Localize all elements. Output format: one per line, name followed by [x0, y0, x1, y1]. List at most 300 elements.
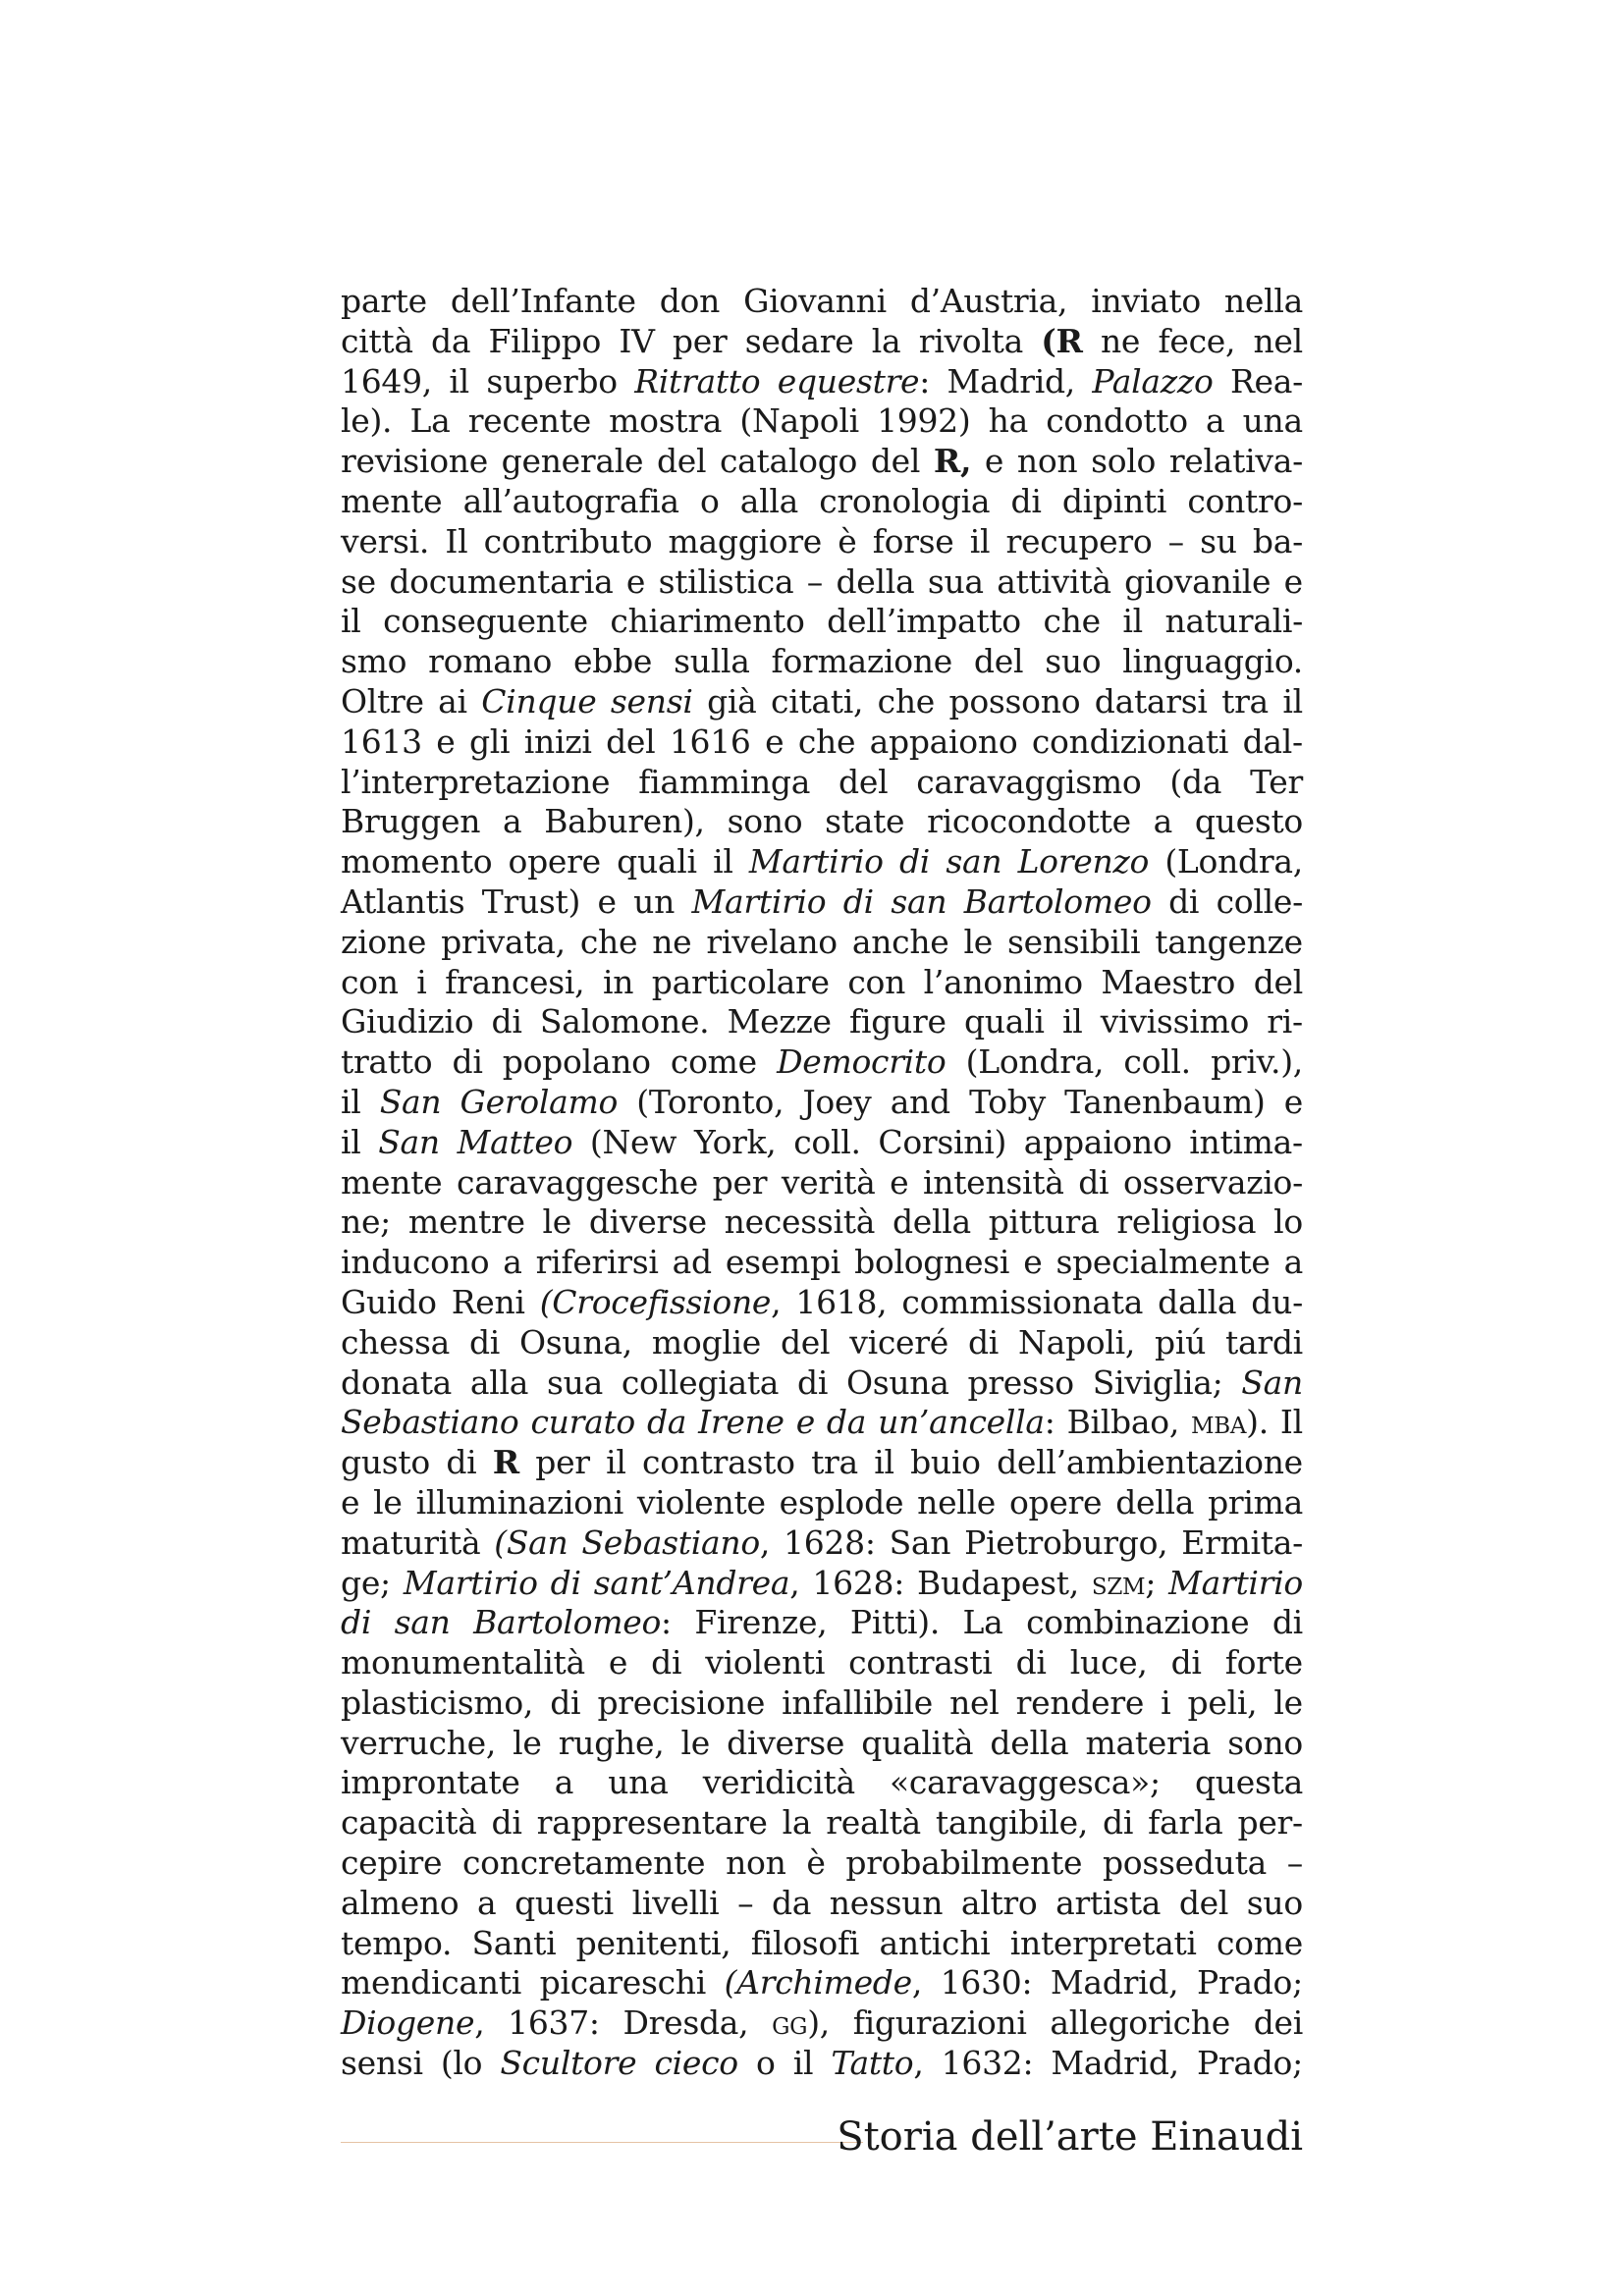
word-group — [825, 802, 904, 842]
word-group — [452, 1283, 525, 1323]
word-group — [341, 401, 392, 442]
word: le). — [341, 401, 393, 441]
word: livelli — [631, 1883, 720, 1922]
word: sedare — [744, 321, 854, 360]
word: di — [842, 881, 874, 921]
word-group — [460, 1083, 619, 1123]
word: ricocondotte — [927, 802, 1131, 841]
word-group — [493, 1443, 519, 1483]
word-group — [720, 442, 857, 482]
word-group — [924, 963, 1083, 1003]
word-group — [961, 1884, 1038, 1924]
word: bolognesi — [854, 1243, 1010, 1282]
word-group — [341, 1924, 452, 1964]
word: Scultore — [500, 2044, 637, 2083]
word: nelle — [917, 1482, 997, 1522]
word: Corsini) — [878, 1122, 1007, 1161]
word-group — [457, 1163, 698, 1203]
word-group — [341, 1042, 432, 1083]
word: e — [625, 561, 646, 601]
word-group — [772, 2003, 830, 2044]
word-group — [861, 1724, 973, 1764]
word-group — [1010, 1924, 1197, 1964]
word-group — [725, 1963, 922, 2003]
word-group — [473, 1603, 672, 1643]
text-line — [341, 1523, 1303, 1564]
text-line — [341, 1963, 1303, 2003]
word: Martirio — [1168, 1563, 1303, 1602]
word: l’interpretazione — [341, 762, 611, 801]
word: rivelano — [706, 922, 838, 961]
word: in — [602, 962, 634, 1001]
word: una — [1242, 401, 1303, 441]
word: le — [680, 1723, 711, 1762]
word-group — [795, 1283, 887, 1323]
word: ri- — [1267, 1002, 1303, 1041]
word-group — [581, 1523, 770, 1564]
word-group — [378, 1123, 440, 1163]
word: e — [608, 1643, 628, 1682]
word-group — [890, 1523, 951, 1564]
word: privata, — [441, 922, 566, 961]
text-line — [341, 1283, 1303, 1323]
word: moglie — [651, 1322, 762, 1362]
word-group — [492, 1002, 522, 1042]
word: dell’Infante — [450, 282, 636, 320]
word-group — [1282, 682, 1303, 722]
word: 1613 — [341, 721, 422, 761]
word: san — [891, 881, 947, 921]
word-group — [1272, 1603, 1303, 1643]
word: verità — [781, 1162, 876, 1201]
word-group — [1238, 1803, 1303, 1843]
word-group — [942, 2044, 1034, 2084]
word-group — [1273, 1202, 1303, 1243]
word-group — [964, 882, 1152, 923]
word-group — [611, 682, 693, 722]
text-line — [341, 1363, 1303, 1404]
word-group — [1200, 522, 1237, 562]
word: Oltre — [341, 681, 424, 721]
text-line — [341, 1323, 1303, 1363]
word-group — [590, 1123, 676, 1163]
word-group — [617, 842, 697, 882]
word: a — [1153, 802, 1173, 841]
word-group — [674, 642, 749, 682]
word: e — [765, 721, 784, 761]
word-group — [492, 1803, 522, 1843]
word-group — [341, 522, 429, 562]
word: (San — [494, 1522, 568, 1562]
word: Sebastiano — [341, 1403, 519, 1442]
word: opere — [1008, 1482, 1103, 1522]
word-group — [551, 1564, 581, 1604]
word: già — [707, 681, 757, 721]
word: revisione — [341, 442, 488, 481]
word: intima- — [1189, 1122, 1303, 1161]
word: sono — [1227, 1723, 1303, 1762]
word-group — [1224, 282, 1303, 322]
word-group — [673, 1243, 712, 1283]
word: superbo — [486, 361, 618, 400]
word: inducono — [341, 1243, 490, 1282]
word: una — [608, 1763, 669, 1802]
word-group — [1169, 442, 1303, 482]
word-group — [633, 882, 675, 923]
word-group — [737, 1884, 753, 1924]
word: – — [737, 1883, 754, 1922]
word-group — [1181, 1523, 1303, 1564]
word-group — [966, 1042, 1105, 1083]
word-group — [1164, 842, 1303, 882]
word-group — [1251, 1283, 1303, 1323]
word-group — [1254, 963, 1303, 1003]
word-group — [463, 482, 679, 522]
word-group — [1154, 802, 1172, 842]
word-group — [802, 1083, 871, 1123]
word-group — [936, 1803, 1088, 1843]
word-group — [843, 882, 874, 923]
word-group — [1284, 1083, 1303, 1123]
word: realtà — [826, 1803, 921, 1842]
word-group — [589, 1202, 707, 1243]
word: suo — [1045, 642, 1102, 681]
word: non — [726, 1843, 786, 1883]
word-group — [514, 1884, 614, 1924]
word: san — [394, 1603, 451, 1642]
word: tangibile, — [935, 1803, 1089, 1842]
word: dal- — [1242, 721, 1303, 761]
text-line — [341, 1163, 1303, 1203]
word: di — [491, 1002, 522, 1041]
word: Dresda, — [622, 2003, 749, 2043]
word: veridicità — [702, 1763, 855, 1802]
word: di — [1170, 1643, 1202, 1682]
word-group — [783, 1803, 812, 1843]
word: di — [967, 1322, 1000, 1362]
word-group — [1045, 642, 1101, 682]
word-group — [1041, 322, 1082, 362]
word: ad — [672, 1243, 712, 1282]
word-group — [438, 682, 467, 722]
word-group — [1032, 722, 1228, 763]
word-group — [751, 1924, 859, 1964]
word: : — [919, 361, 931, 400]
word: szm — [1091, 1563, 1146, 1602]
word-group — [573, 642, 652, 682]
word-group — [949, 682, 1081, 722]
word: datarsi — [1094, 681, 1208, 721]
word: forse — [872, 521, 954, 561]
word: di — [550, 1563, 581, 1602]
word-group — [1046, 401, 1188, 442]
word-group — [771, 682, 863, 722]
word: Giovanni — [743, 282, 887, 320]
word: Prado; — [1196, 2044, 1303, 2083]
word: 1630: — [940, 1963, 1033, 2002]
word: : — [1044, 1403, 1055, 1442]
word: allegoriche — [1050, 2003, 1230, 2043]
word: gg — [772, 2003, 808, 2043]
word-group — [559, 1724, 665, 1764]
word: Budapest, — [917, 1563, 1079, 1602]
word: un’ancella — [878, 1403, 1045, 1442]
word: chessa — [341, 1322, 451, 1362]
word-group — [341, 802, 480, 842]
word-group — [469, 722, 510, 763]
word: questi — [514, 1883, 614, 1922]
word-group — [765, 722, 784, 763]
word: state — [825, 802, 905, 841]
text-line — [341, 1243, 1303, 1283]
word: Mezze — [727, 1002, 832, 1041]
word-group — [941, 1963, 1033, 2003]
word-group — [1091, 282, 1201, 322]
word-group — [969, 1083, 1046, 1123]
word: – — [1286, 1843, 1303, 1883]
footer-rule — [341, 2142, 863, 2143]
word-group — [341, 1843, 442, 1884]
word: a — [503, 802, 522, 841]
word: Giudizio — [341, 1002, 474, 1041]
word: rivolta — [918, 321, 1023, 360]
word: altro — [960, 1883, 1038, 1922]
word: tra — [1221, 681, 1269, 721]
word: alla — [739, 481, 799, 520]
word-group — [726, 1843, 785, 1884]
word: ai — [438, 681, 467, 721]
word-group — [341, 1523, 480, 1564]
text-line — [341, 882, 1303, 923]
word: possono — [948, 681, 1081, 721]
word-group — [878, 682, 935, 722]
word-group — [846, 1363, 949, 1404]
word-group — [891, 882, 947, 923]
word-group — [811, 1443, 858, 1483]
word-group — [1243, 722, 1303, 763]
word-group — [1187, 482, 1303, 522]
word-group — [431, 322, 470, 362]
word-group — [341, 642, 406, 682]
word-group — [1164, 602, 1302, 642]
word: mente — [341, 481, 443, 520]
word: momento — [341, 842, 493, 881]
word: ; — [1145, 1563, 1157, 1602]
word: come — [670, 1042, 757, 1082]
word-group — [1287, 1843, 1303, 1884]
word: , — [759, 1522, 771, 1562]
word-group — [660, 282, 720, 322]
word: Bartolomeo — [963, 881, 1152, 921]
word-group — [849, 1002, 947, 1042]
word-group — [694, 1603, 827, 1643]
word-group — [1169, 763, 1221, 803]
word-group — [482, 882, 580, 923]
word: per — [672, 321, 728, 360]
word-group — [910, 282, 1067, 322]
word-group — [917, 1564, 1079, 1604]
word: 1637: — [508, 2003, 600, 2043]
word: tempo. — [341, 1923, 453, 1962]
word-group — [636, 1083, 784, 1123]
word: il — [606, 1443, 626, 1482]
word-group — [341, 963, 399, 1003]
word: : — [661, 1603, 672, 1642]
word-group — [1273, 1683, 1302, 1724]
word: di — [898, 842, 931, 881]
word-group — [468, 401, 591, 442]
word-group — [622, 1363, 779, 1404]
word-group — [1225, 1323, 1303, 1363]
word-group — [1254, 2003, 1303, 2044]
word: Il — [445, 521, 468, 561]
word: per — [535, 1443, 590, 1482]
word: equestre — [777, 361, 920, 400]
word: Toby — [969, 1082, 1046, 1121]
word: (da — [1169, 762, 1222, 801]
word: le — [1273, 1682, 1303, 1722]
word-group — [990, 1724, 1068, 1764]
word: diverse — [588, 1202, 707, 1242]
word: Osuna, — [519, 1322, 632, 1362]
word-group — [389, 562, 613, 603]
word-group — [1016, 1683, 1144, 1724]
word-group — [341, 1243, 489, 1283]
word: sensibili — [1006, 922, 1141, 961]
word: caravaggesche — [457, 1162, 699, 1201]
word: Prado; — [1196, 1963, 1303, 2002]
word: recente — [467, 401, 591, 441]
word-group — [458, 1123, 573, 1163]
word-group — [890, 1163, 908, 1203]
word: quali — [963, 1002, 1045, 1041]
word-group — [537, 1803, 768, 1843]
word-group — [1241, 1363, 1303, 1404]
text-line — [341, 1042, 1303, 1083]
word: mba — [1190, 1403, 1247, 1442]
word: del — [870, 442, 921, 481]
word: le — [963, 922, 993, 961]
word-group — [1195, 1763, 1303, 1803]
text-line — [341, 763, 1303, 803]
word: don — [659, 282, 721, 320]
word-group — [1211, 1042, 1303, 1083]
word: forte — [1224, 1643, 1303, 1682]
word: dei — [1253, 2003, 1303, 2043]
word-group — [341, 562, 376, 603]
word: e — [1283, 561, 1303, 601]
word: e — [341, 1482, 360, 1522]
word-group — [854, 1243, 1009, 1283]
word-group — [997, 562, 1110, 603]
text-line — [341, 1564, 1303, 1604]
page-footer — [341, 2112, 1303, 2162]
word: contrasto — [642, 1443, 795, 1482]
word: capacità — [341, 1803, 477, 1842]
word-group — [728, 802, 803, 842]
text-line — [341, 1202, 1303, 1243]
word-group — [782, 1683, 933, 1724]
word: particolare — [651, 962, 830, 1001]
word: di — [468, 1322, 501, 1362]
word-group — [1206, 401, 1224, 442]
word-group — [341, 1483, 359, 1523]
word-group — [341, 1163, 442, 1203]
word: sono — [727, 802, 803, 841]
word: caravaggismo — [916, 762, 1142, 801]
word-group — [1023, 1243, 1042, 1283]
word-group — [871, 442, 920, 482]
word-group — [341, 1083, 361, 1123]
word-group — [946, 842, 1001, 882]
word: Rea- — [1229, 361, 1303, 400]
word-group — [870, 722, 1018, 763]
word-group — [1208, 1483, 1303, 1523]
word: Diogene — [341, 2003, 475, 2043]
word-group — [819, 482, 990, 522]
word-group — [910, 1443, 981, 1483]
word-group — [698, 1403, 784, 1443]
word: contributo — [483, 521, 653, 561]
word: la — [782, 1803, 812, 1842]
word-group — [446, 1443, 476, 1483]
word: dell’impatto — [827, 602, 1021, 641]
word: appaiono — [869, 721, 1018, 761]
word-group — [1051, 1963, 1178, 2003]
word: religiosa — [1116, 1202, 1257, 1242]
text-line — [341, 1083, 1303, 1123]
word-group — [796, 1403, 815, 1443]
word: vivissimo — [1100, 1002, 1250, 1041]
word: il — [341, 602, 361, 641]
word-group — [481, 682, 596, 722]
word-group — [1093, 1363, 1223, 1404]
word: lo — [1273, 1202, 1303, 1242]
word-group — [341, 1963, 521, 2003]
word: il — [1282, 681, 1303, 721]
word-group — [1171, 1643, 1202, 1683]
word: mostra — [609, 401, 723, 441]
word: illuminazioni — [415, 1482, 623, 1522]
word: sulla — [674, 642, 750, 681]
word: , — [474, 2003, 485, 2043]
word-group — [694, 1123, 777, 1163]
word: cepire — [341, 1843, 443, 1883]
word-group — [1085, 1724, 1211, 1764]
word: monumentalità — [341, 1643, 585, 1682]
word-group — [1101, 322, 1140, 362]
word-group — [793, 2044, 814, 2084]
word: con — [847, 962, 906, 1001]
word: qualità — [861, 1723, 974, 1762]
word-group — [341, 842, 492, 882]
word: di — [446, 1443, 477, 1482]
word: di — [1271, 1603, 1303, 1642]
word: Democrito — [777, 1042, 947, 1082]
word: (Crocefissione — [539, 1282, 772, 1321]
word: conseguente — [383, 602, 588, 641]
word: sant’Andrea — [593, 1563, 790, 1602]
word-group — [341, 282, 427, 322]
word-group — [1168, 1564, 1303, 1604]
word-group — [1221, 682, 1269, 722]
text-line — [341, 1924, 1303, 1964]
word: contrasti — [848, 1643, 993, 1682]
word: luce, — [1069, 1643, 1148, 1682]
text-line — [341, 362, 1303, 402]
word-group — [341, 1323, 450, 1363]
word: della — [990, 1723, 1069, 1762]
